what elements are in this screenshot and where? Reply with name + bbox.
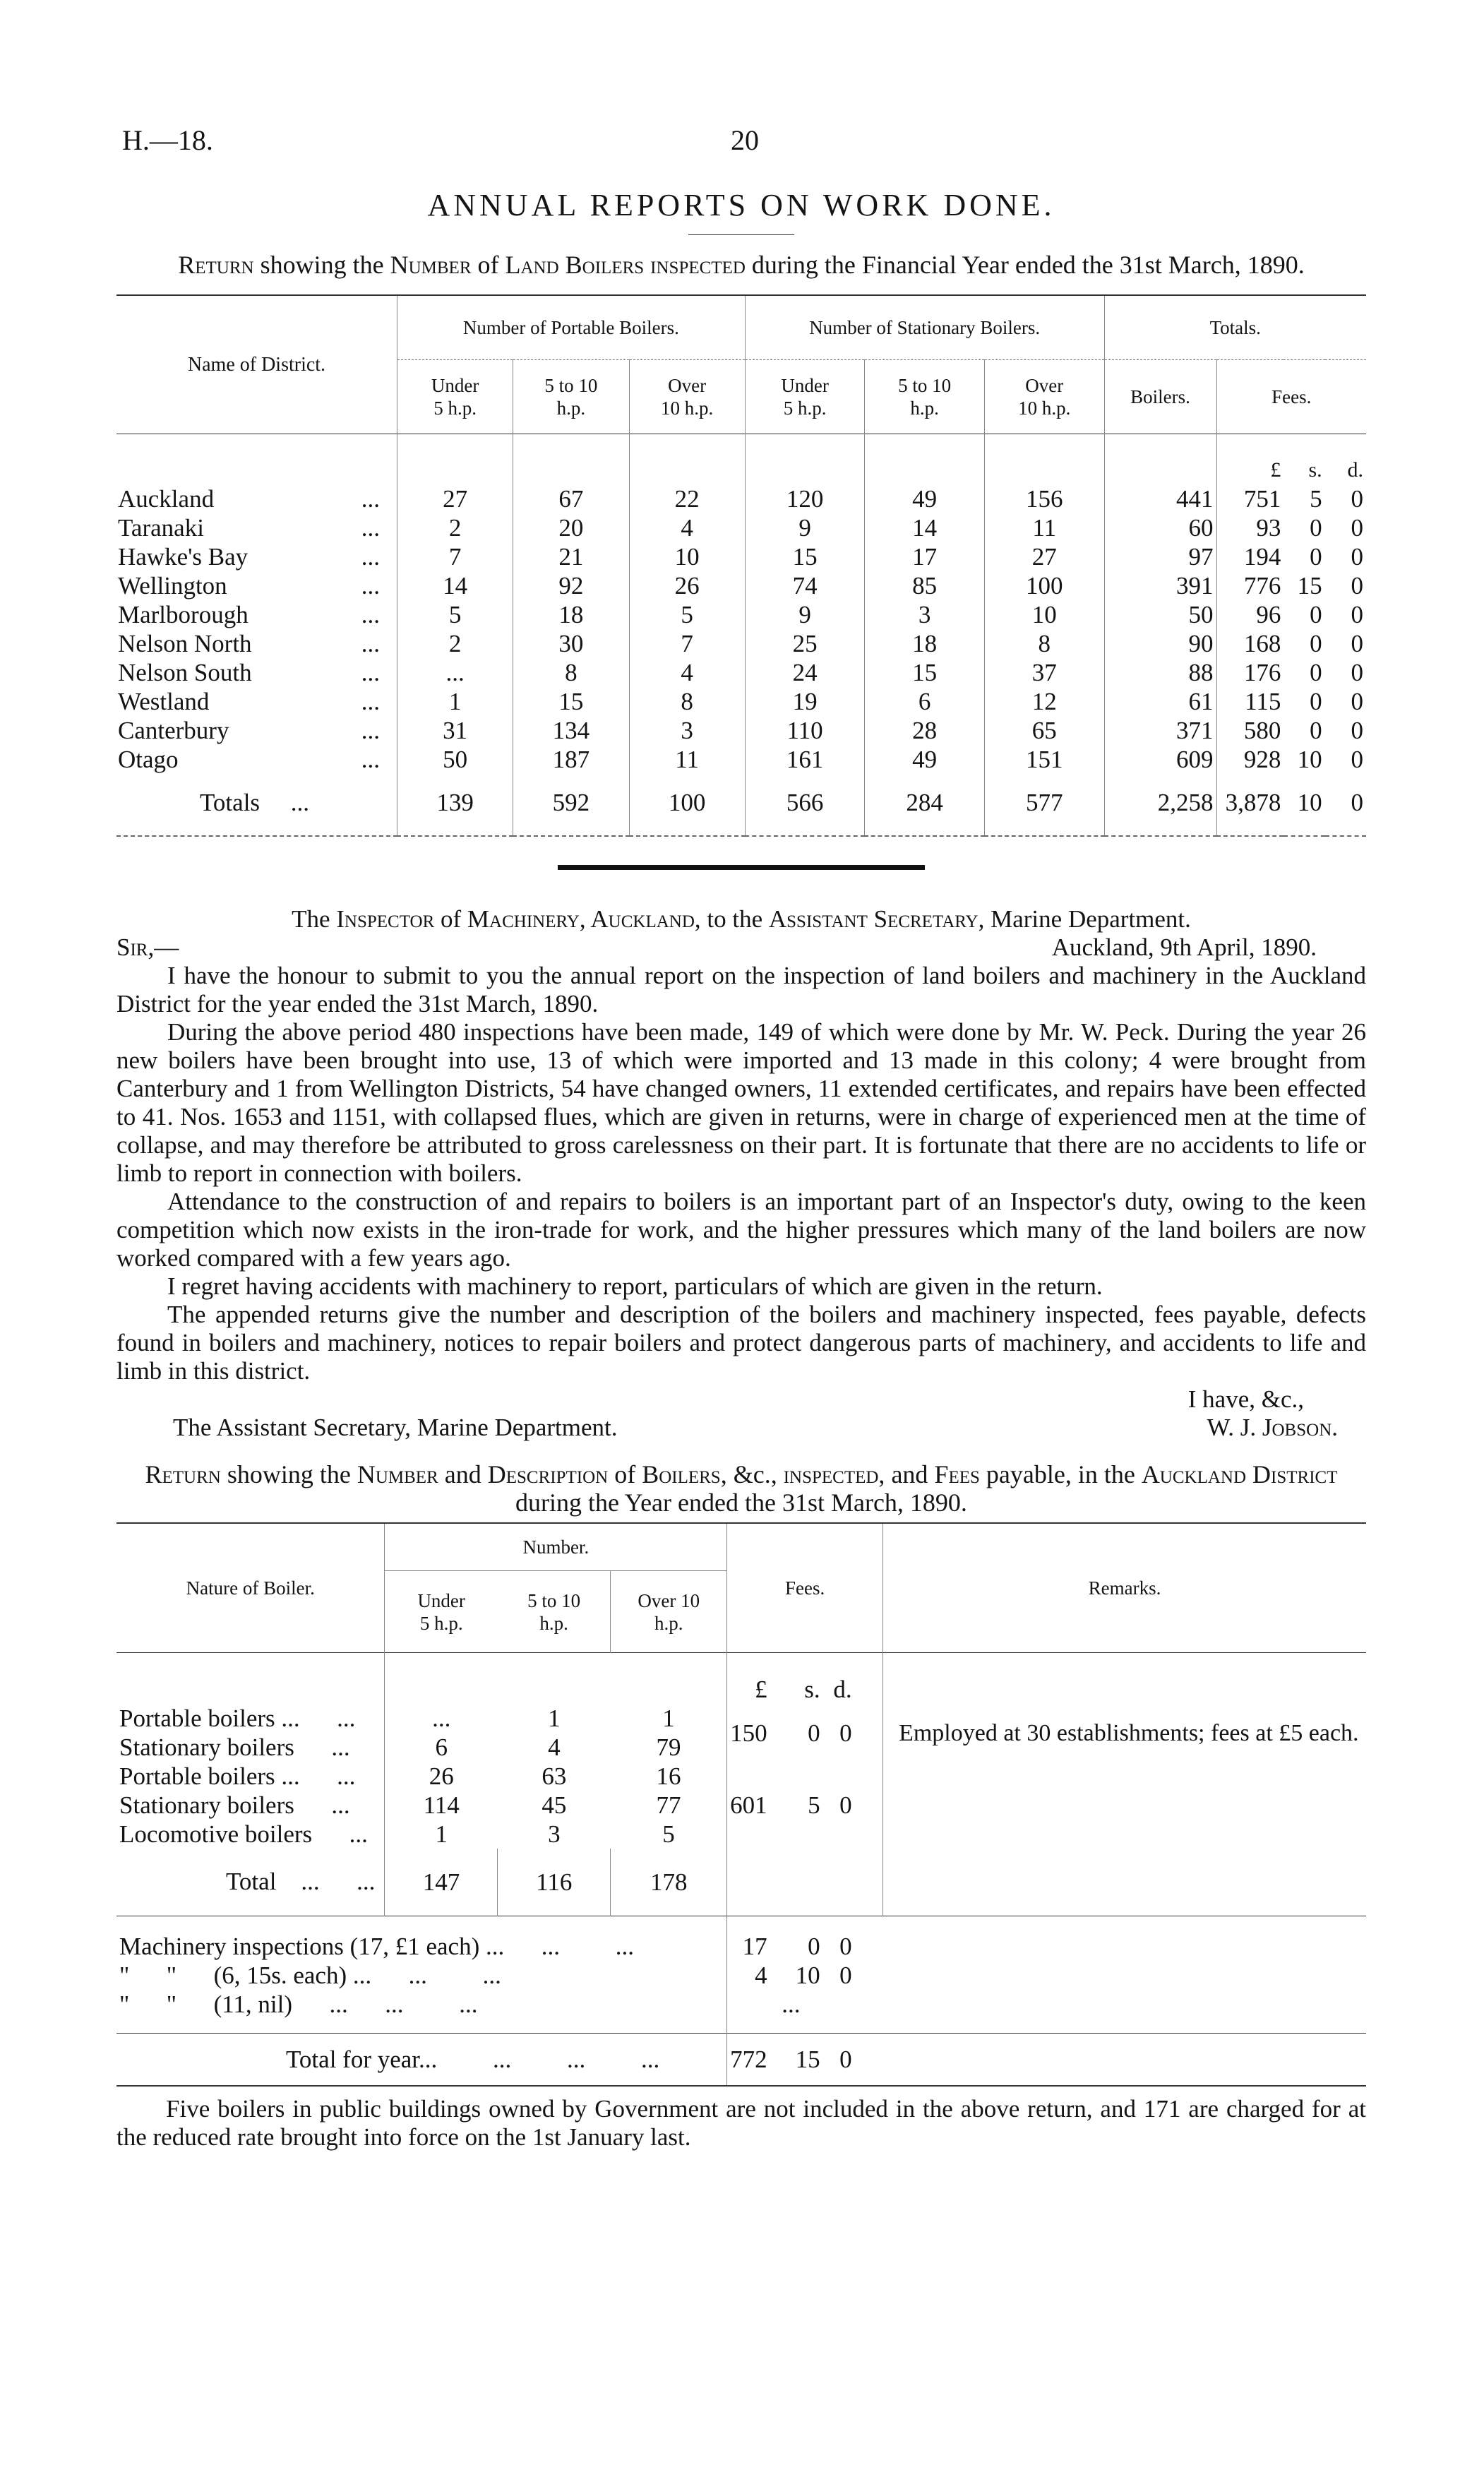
under5-header: Under 5 h.p. [385,1571,498,1653]
portable-group-header: Number of Portable Boilers. [397,295,745,360]
5to10-header: 5 to 10 h.p. [498,1571,611,1653]
page-number: 20 [731,124,759,156]
letter-paragraph: I regret having accidents with machinery to report, particulars of which are given in the return. [167,1272,1103,1300]
district-row: Nelson South ... ... 8 4 24 15 37 88 176 0 0 [118,659,1363,686]
stationary-group-header: Number of Stationary Boilers. [745,295,1104,360]
letter-place-date: Auckland, 9th April, 1890. [1051,933,1317,961]
shillings-unit: s. [770,1653,823,1705]
machinery-row: Machinery inspections (17, £1 each) ... ... ... 17 0 0 [116,1916,1366,1962]
letter-paragraph: Attendance to the construction of and repairs to boilers is an important part of an Inspector's duty, owing to the keen competition which now exists in the iron-trade for work, and the higher pressures which many of the land boilers are now worked compared with a few years ago. [116,1188,1366,1272]
stationary-under5-header: Under 5 h.p. [745,360,865,434]
letter-paragraph: I have the honour to submit to you the annual report on the inspection of land boilers and machinery in the Auckland District for the year ended the 31st March, 1890. [116,962,1366,1017]
machinery-row: " " (6, 15s. each) ... ... ... 4 10 0 [119,1962,852,1989]
inspector-letter [116,905,1366,1442]
district-row: Wellington ... 14 92 26 74 85 100 391 776 15 0 [118,572,1363,599]
letter-paragraph: During the above period 480 inspections have been made, 149 of which were done by Mr. W. Peck. During the year 26 new boilers have been brought into use, 13 of which were imported and 13 made in this colony; 4 were brought from Canterbury and 1 from Wellington Districts, 54 have changed owners, 11 extended certificates, and repairs have been effected to 41. Nos. 1653 and 1151, with collapsed flues, which are given in returns, were in charge of experienced men at the time of collapse, and may therefore be attributed to gross carelessness on their part. It is fortunate that there are no accidents to life or limb to report in connection with boilers. [116,1018,1366,1187]
fees-header: Fees. [727,1523,883,1653]
district-row: Marlborough ... 5 18 5 9 3 10 50 96 0 0 [118,601,1363,628]
district-boilers-table [116,294,1366,837]
district-row: Canterbury ... 31 134 3 110 28 65 371 580 0 0 [118,717,1363,744]
boilers-header: Boilers. [1104,360,1216,434]
fee-pounds: 150 [727,1704,770,1762]
section-separator [558,865,925,870]
fee-shillings: 0 [808,1719,820,1747]
page-header [116,117,1366,173]
district-row: Otago ... 50 187 11 161 49 151 609 928 10 0 [118,746,1363,773]
letter-addressee: The Assistant Secretary, Marine Department. [173,1414,618,1441]
remarks-header: Remarks. [883,1523,1366,1653]
boiler-row: Locomotive boilers ... 1 3 5 [119,1820,675,1848]
document-code: H.—18. [122,124,213,156]
district-row: Hawke's Bay ... 7 21 10 15 17 27 97 194 0 0 [118,543,1363,571]
over10-header: Over 10 h.p. [611,1571,727,1653]
letter-signature: W. J. Jobson. [1207,1414,1338,1441]
number-group-header: Number. [385,1523,727,1571]
pence-unit: d. [1325,434,1366,485]
letter-body [116,962,1366,1385]
letter-heading: The Inspector of Machinery, Auckland, to the Assistant Secretary, Marine Department. [292,905,1191,933]
fee-pence: 0 [839,1719,852,1747]
district-row: Taranaki ... 2 20 4 9 14 11 60 93 0 0 [118,514,1363,542]
pounds-unit: £ [727,1653,770,1705]
fee-shillings: 5 [808,1791,820,1819]
district-row: Auckland ... 27 67 22 120 49 156 441 751 5 0 [118,485,1363,513]
stationary-5to10-header: 5 to 10 h.p. [865,360,985,434]
letter-salutation: Sir,— [116,933,179,961]
portable-under5-header: Under 5 h.p. [397,360,513,434]
return2-caption: Return showing the Number and Description of Boilers, &c., inspected, and Fees payable, in the Auckland District during the Year ended the 31st March, 1890. [145,1460,1338,1517]
nature-column-header: Nature of Boiler. [186,1577,315,1599]
page [116,117,1366,2151]
pounds-unit: £ [1216,434,1283,485]
district-column-header: Name of District. [187,353,326,376]
totals-group-header: Totals. [1104,295,1366,360]
fee-pounds: 601 [727,1762,770,1849]
footnote: Five boilers in public buildings owned by Government are not included in the above return, and 171 are charged for at the reduced rate brought into force on the 1st January last. [116,2095,1366,2151]
district-row: Westland ... 1 15 8 19 6 12 61 115 0 0 [118,688,1363,715]
fee-pence: 0 [839,1791,852,1819]
boiler-row: Portable boilers ... ... ... 1 1 150 0 0 Employed at 30 establishments; fees at £5 each. [116,1704,1366,1733]
stationary-over10-header: Over 10 h.p. [984,360,1104,434]
district-row: Nelson North ... 2 30 7 25 18 8 90 168 0 0 [118,630,1363,657]
boiler-row: Portable boilers ... ... 26 63 16 601 5 0 [116,1762,1366,1791]
boiler-row: Stationary boilers ... 6 4 79 [119,1733,681,1761]
totals-row: Totals ... 139 592 100 566 284 577 2,258 3,878 10 0 [116,774,1366,836]
letter-closing: I have, &c., [1187,1385,1304,1413]
portable-over10-header: Over 10 h.p. [629,360,745,434]
shillings-unit: s. [1283,434,1324,485]
pence-unit: d. [823,1653,855,1705]
boiler-row: Stationary boilers ... 114 45 77 [119,1791,681,1819]
boiler-total-row: Total ... ... 147 116 178 [116,1849,1366,1916]
fees-header: Fees. [1216,360,1366,434]
auckland-boilers-table [116,1522,1366,2087]
letter-paragraph: The appended returns give the number and description of the boilers and machinery inspected, fees payable, defects found in boilers and machinery, notices to repair boilers and protect dangerous parts of machinery, and accidents to life and limb in this district. [116,1301,1366,1385]
page-title: ANNUAL REPORTS ON WORK DONE. [427,188,1055,222]
return1-caption: Return showing the Number of Land Boilers inspected during the Financial Year ended the 31st March, 1890. [178,251,1305,279]
grand-total-row: Total for year... ... ... ... 772 15 0 [116,2034,1366,2087]
portable-5to10-header: 5 to 10 h.p. [513,360,629,434]
machinery-row: " " (11, nil) ... ... ... ... [116,1990,1366,2034]
title-rule [688,234,794,235]
remarks-cell: Employed at 30 establishments; fees at £5 each. [883,1704,1366,1762]
